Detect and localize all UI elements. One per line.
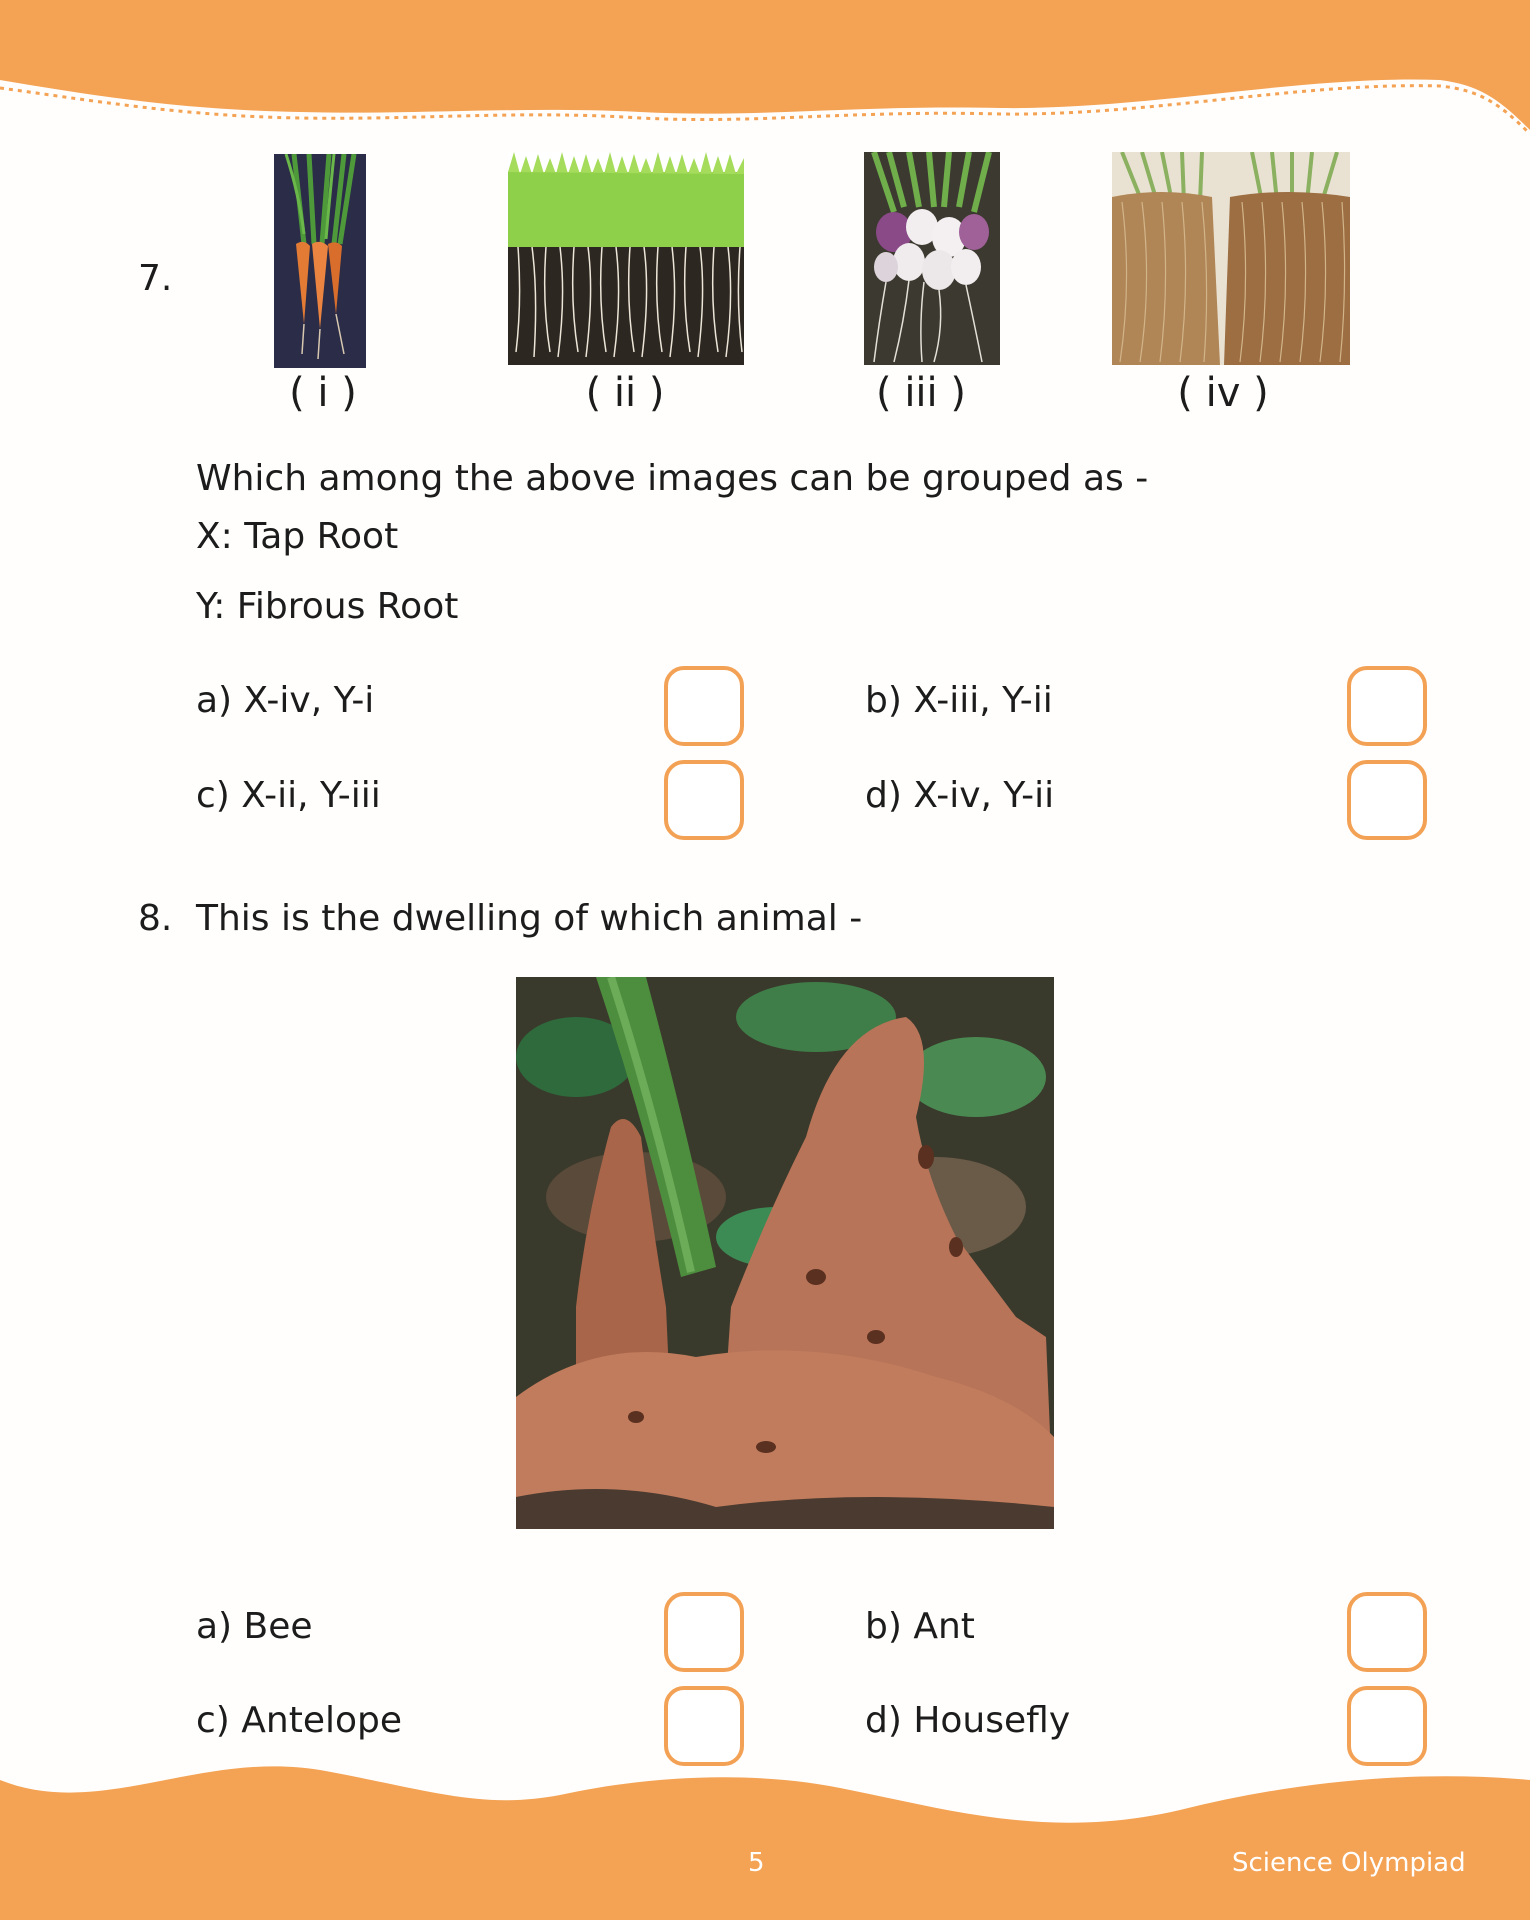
q7-option-b-label: b) X-iii, Y-ii: [865, 680, 1053, 721]
image-caption-iv: ( iv ): [1177, 370, 1269, 416]
q8-option-c-label: c) Antelope: [196, 1700, 403, 1741]
q7-option-d-label: d) X-iv, Y-ii: [865, 775, 1055, 816]
q7-option-a-checkbox[interactable]: [664, 666, 744, 746]
termite-mound-image: [516, 977, 1054, 1529]
q7-option-c-checkbox[interactable]: [664, 760, 744, 840]
top-wave-decoration: [0, 0, 1530, 140]
q8-option-b-checkbox[interactable]: [1347, 1592, 1427, 1672]
q8-option-a-label: a) Bee: [196, 1606, 313, 1647]
fibrous-root-clump-image: [1112, 152, 1350, 365]
turnip-root-image: [864, 152, 1000, 365]
question-7-fibrous-root-line: Y: Fibrous Root: [196, 586, 459, 627]
q7-option-a-label: a) X-iv, Y-i: [196, 680, 375, 721]
question-7-number: 7.: [138, 258, 173, 299]
question-7-text: Which among the above images can be grouped as -: [196, 458, 1149, 499]
image-caption-ii: ( ii ): [585, 370, 665, 416]
q7-option-c-label: c) X-ii, Y-iii: [196, 775, 381, 816]
grass-fibrous-root-image: [508, 152, 744, 365]
question-8-number: 8.: [138, 898, 173, 939]
page-number: 5: [748, 1848, 765, 1878]
q8-option-d-label: d) Housefly: [865, 1700, 1071, 1741]
q8-option-a-checkbox[interactable]: [664, 1592, 744, 1672]
q7-option-b-checkbox[interactable]: [1347, 666, 1427, 746]
question-7-tap-root-line: X: Tap Root: [196, 516, 399, 557]
q8-option-b-label: b) Ant: [865, 1606, 975, 1647]
question-8-text: This is the dwelling of which animal -: [196, 898, 863, 939]
q7-option-d-checkbox[interactable]: [1347, 760, 1427, 840]
bottom-wave-decoration: [0, 1750, 1530, 1920]
image-caption-i: ( i ): [289, 370, 357, 416]
book-title: Science Olympiad: [1232, 1848, 1466, 1878]
carrot-root-image: [274, 154, 366, 368]
image-caption-iii: ( iii ): [876, 370, 966, 416]
